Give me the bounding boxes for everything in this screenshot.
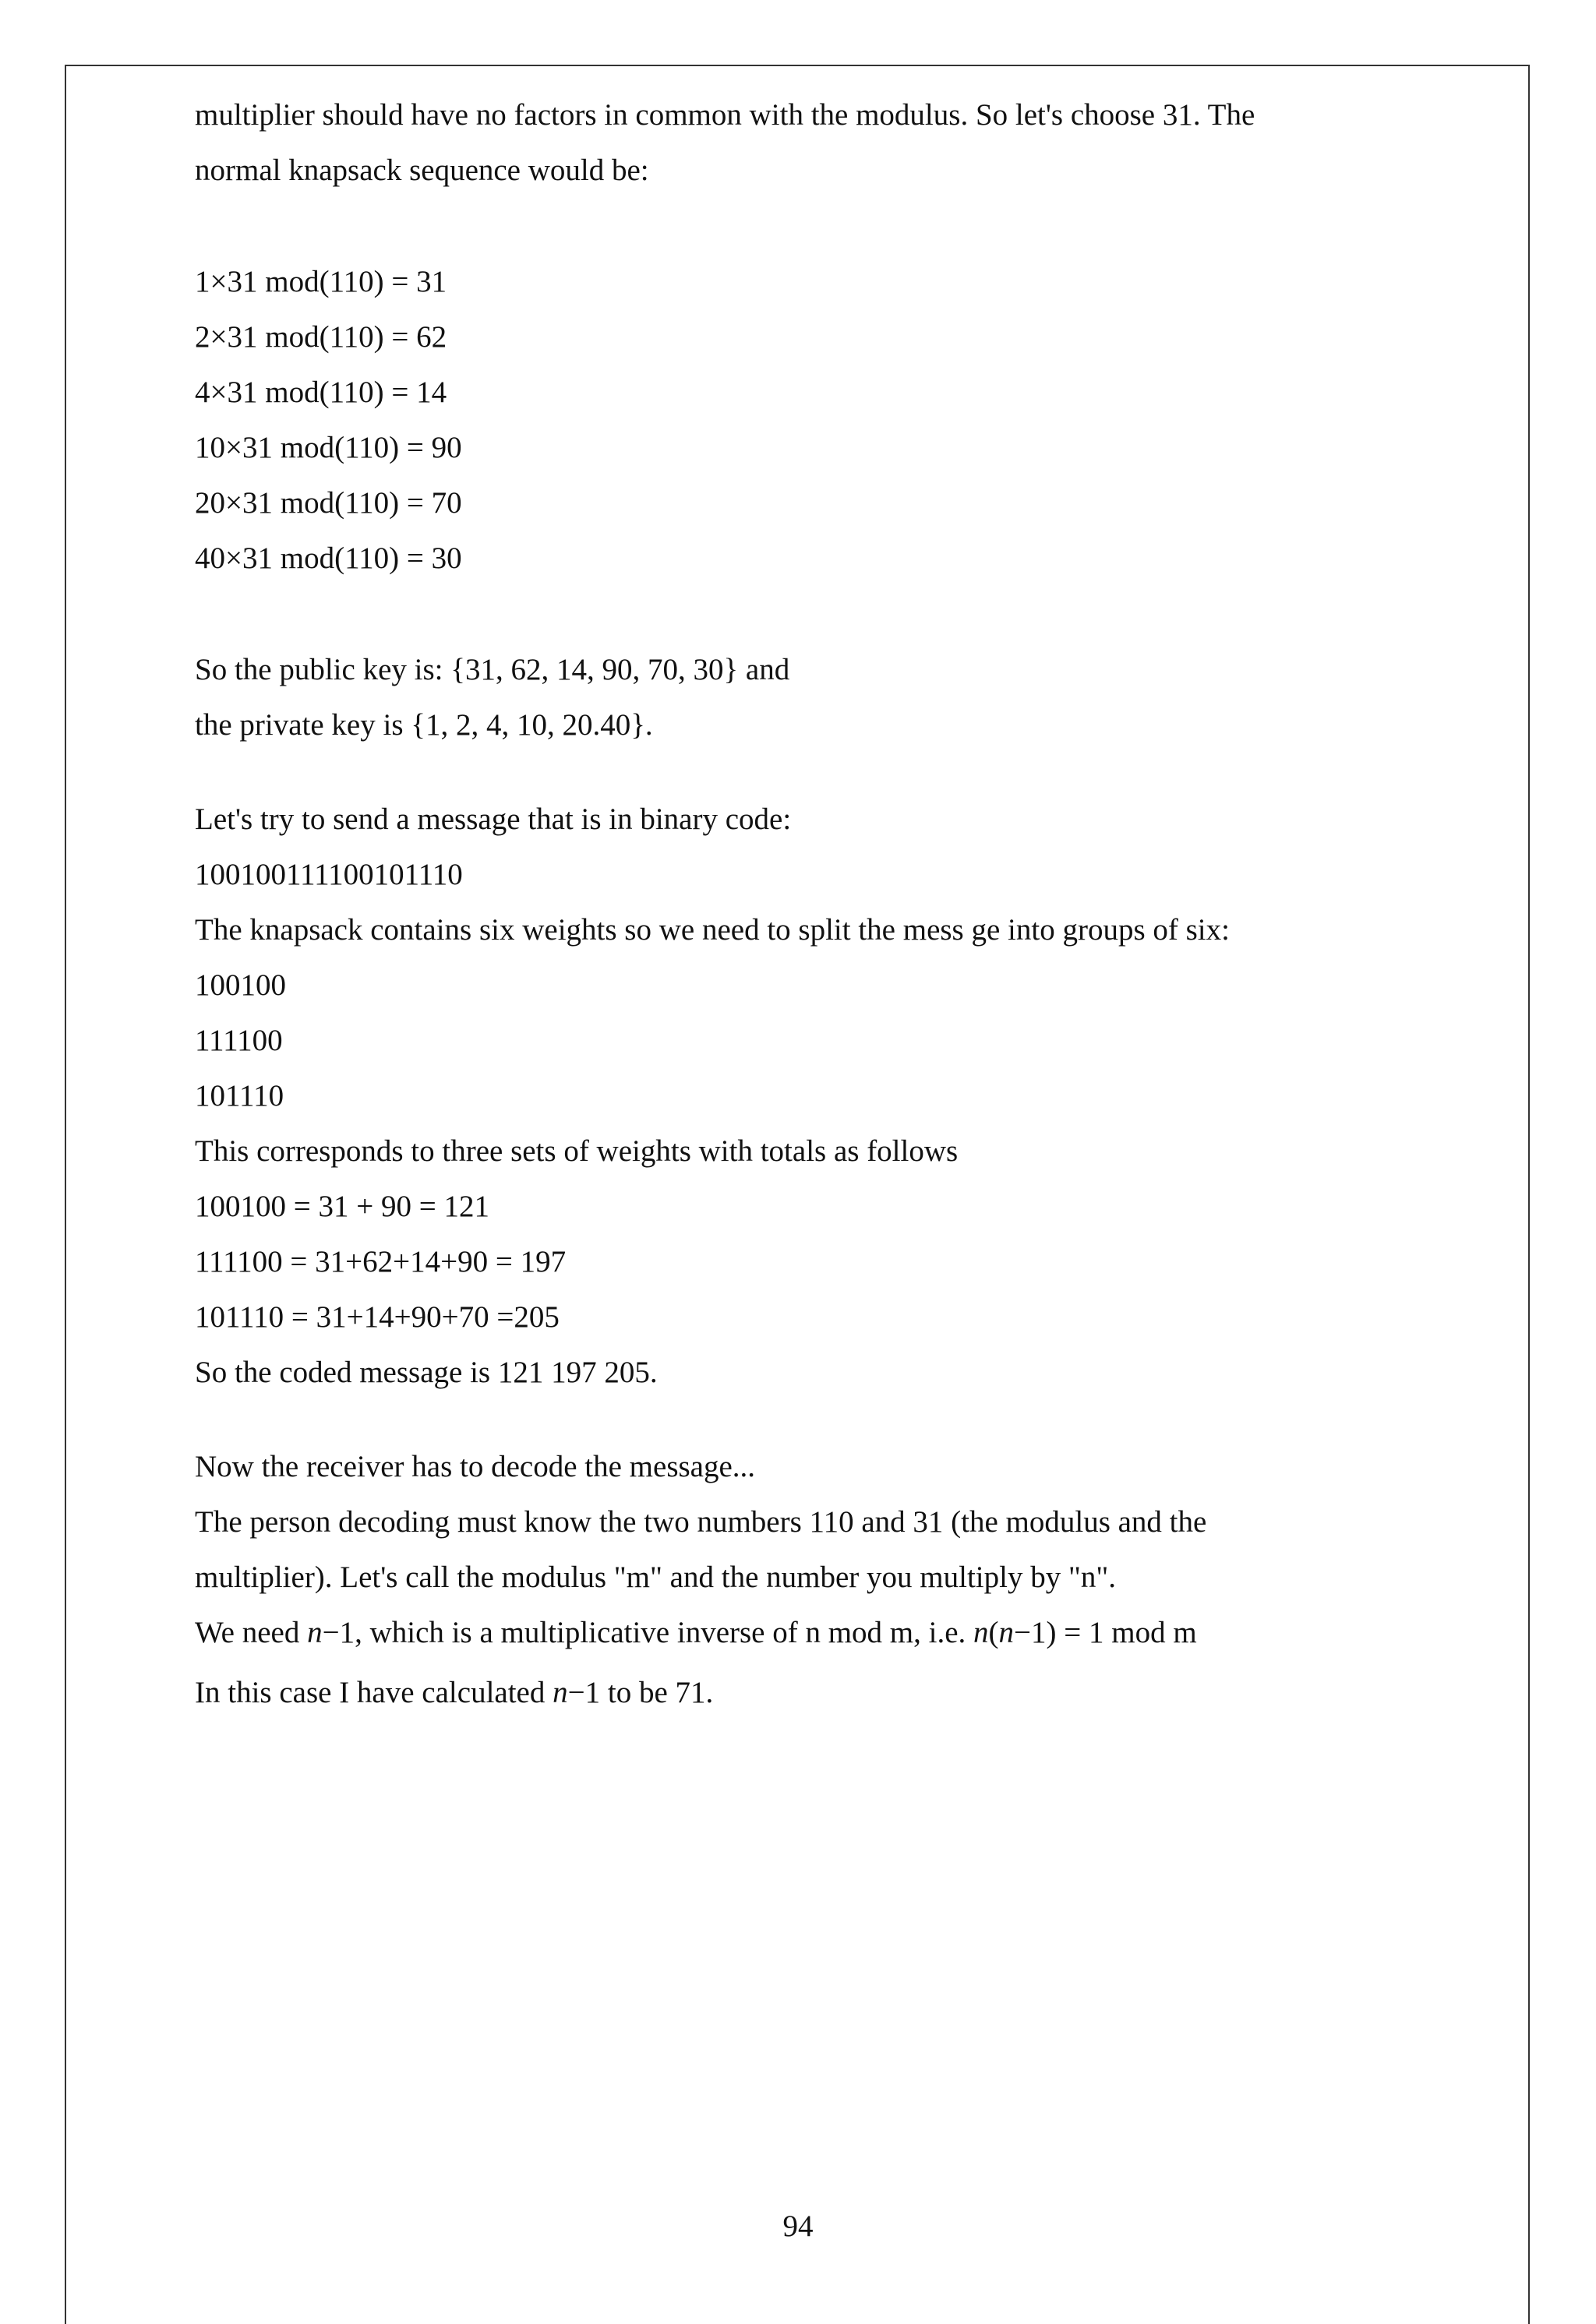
italic-n: n <box>307 1616 323 1649</box>
italic-n: n <box>998 1616 1015 1649</box>
sequence-line: 40×31 mod(110) = 30 <box>195 541 462 575</box>
message-intro: Let's try to send a message that is in binary code: <box>195 802 792 836</box>
message-total: 101110 = 31+14+90+70 =205 <box>195 1300 560 1334</box>
italic-n: n <box>973 1616 989 1649</box>
sequence-line: 1×31 mod(110) = 31 <box>195 265 447 298</box>
sequence-line: 10×31 mod(110) = 90 <box>195 431 462 464</box>
sequence-line: 20×31 mod(110) = 70 <box>195 486 462 520</box>
text-fragment: −1 to be 71. <box>567 1676 714 1709</box>
message-total: 111100 = 31+62+14+90 = 197 <box>195 1245 567 1278</box>
italic-n: n <box>553 1676 568 1709</box>
spacer <box>195 586 1442 642</box>
spacer <box>195 198 1442 254</box>
decode-line-4 <box>195 1605 1442 1660</box>
coded-message: So the coded message is 121 197 205. <box>195 1356 658 1389</box>
page-number: 94 <box>782 2209 814 2243</box>
sequence-line: 2×31 mod(110) = 62 <box>195 320 447 354</box>
text-fragment: In this case I have calculated <box>195 1676 553 1709</box>
intro-line-1: multiplier should have no factors in common with the modulus. So let's choose 31. The <box>195 98 1255 132</box>
decode-line-1: Now the receiver has to decode the message... <box>195 1450 756 1483</box>
message-group: 101110 <box>195 1079 284 1113</box>
text-fragment: −1) = 1 mod m <box>1014 1616 1197 1649</box>
intro-line-2: normal knapsack sequence would be: <box>195 153 649 187</box>
sequence-line: 4×31 mod(110) = 14 <box>195 376 447 409</box>
decode-line-5 <box>195 1660 1442 1726</box>
decode-line-3: multiplier). Let's call the modulus "m" and the number you multiply by "n". <box>195 1561 1117 1594</box>
spacer <box>195 753 1442 792</box>
private-key-line: the private key is {1, 2, 4, 10, 20.40}. <box>195 708 653 742</box>
message-group: 111100 <box>195 1024 283 1057</box>
text-fragment: ( <box>988 1616 999 1649</box>
message-total: 100100 = 31 + 90 = 121 <box>195 1190 489 1223</box>
text-fragment: We need <box>195 1616 308 1649</box>
message-group: 100100 <box>195 968 286 1002</box>
message-binary: 100100111100101110 <box>195 858 463 891</box>
document-body <box>195 87 1442 1726</box>
text-fragment: −1, which is a multiplicative inverse of n mod m, i.e. <box>322 1616 974 1649</box>
decode-line-2: The person decoding must know the two numbers 110 and 31 (the modulus and the <box>195 1505 1207 1539</box>
message-totals-note: This corresponds to three sets of weights with totals as follows <box>195 1134 959 1168</box>
spacer <box>195 1400 1442 1439</box>
message-split-note: The knapsack contains six weights so we need to split the mess ge into groups of six: <box>195 913 1230 947</box>
public-key-line: So the public key is: {31, 62, 14, 90, 70, 30} and <box>195 653 790 686</box>
